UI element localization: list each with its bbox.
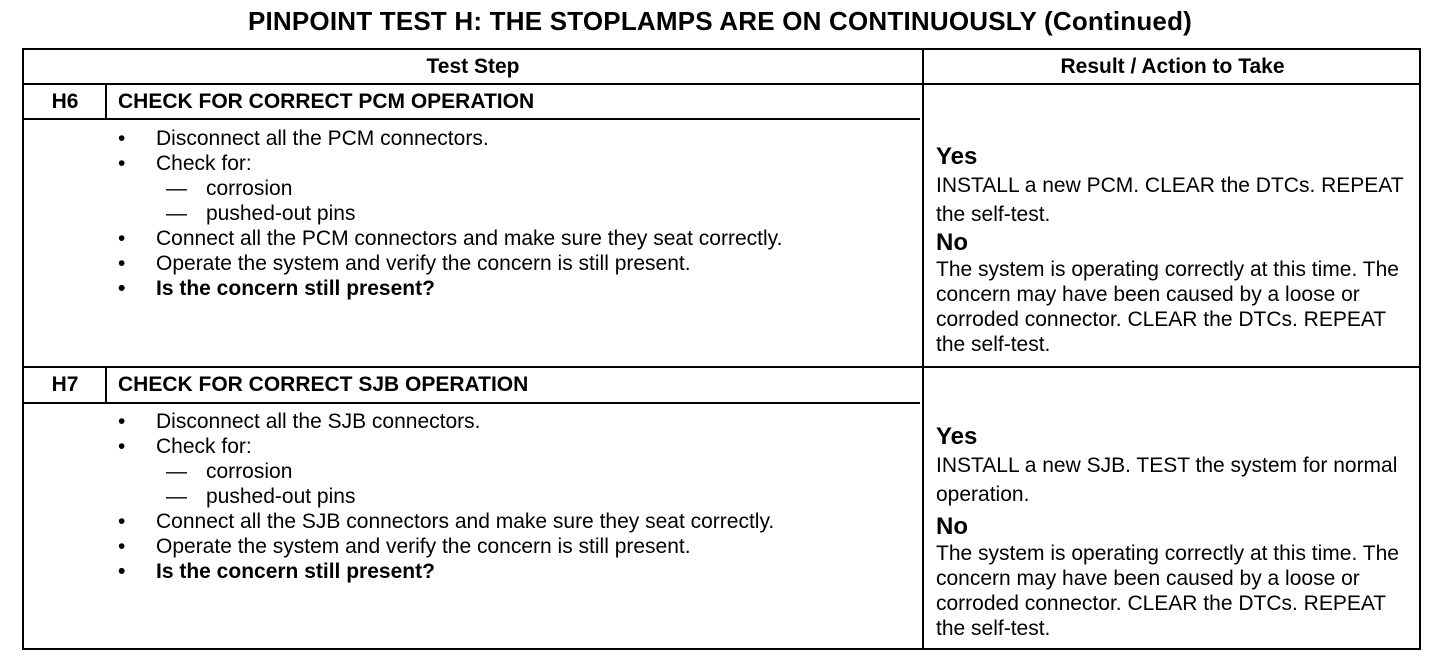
pinpoint-test-table bbox=[22, 48, 1421, 650]
list-item: • Connect all the PCM connectors and make sure they seat correctly. bbox=[118, 227, 783, 250]
no-action: The system is operating correctly at this time. The concern may have been caused by a loose or corroded connector. CLEAR the DTCs. REPEAT the self-test. bbox=[936, 258, 1399, 356]
list-item: • Disconnect all the SJB connectors. bbox=[118, 410, 481, 433]
no-action: The system is operating correctly at this time. The concern may have been caused by a loose or corroded connector. CLEAR the DTCs. REPEAT the self-test. bbox=[936, 542, 1399, 640]
list-item: • Operate the system and verify the concern is still present. bbox=[118, 252, 691, 275]
list-subitem: — pushed-out pins bbox=[166, 202, 356, 225]
result-h6 bbox=[936, 143, 1416, 357]
yes-action: INSTALL a new PCM. CLEAR the DTCs. REPEAT the self-test. bbox=[936, 174, 1404, 226]
list-item-question: • Is the concern still present? bbox=[118, 277, 435, 300]
header-divider bbox=[24, 83, 1419, 85]
row-divider bbox=[24, 366, 1419, 368]
yes-action: INSTALL a new SJB. TEST the system for normal operation. bbox=[936, 454, 1398, 506]
list-subitem: — corrosion bbox=[166, 177, 293, 200]
step-list-h7 bbox=[114, 409, 836, 584]
list-item: • Check for: bbox=[118, 152, 252, 175]
step-list-h6 bbox=[114, 126, 836, 301]
list-subitem: — corrosion bbox=[166, 460, 293, 483]
list-subitem: — pushed-out pins bbox=[166, 485, 356, 508]
step-id-h6: H6 bbox=[51, 90, 79, 113]
column-divider bbox=[922, 50, 924, 648]
step-title-h6: CHECK FOR CORRECT PCM OPERATION bbox=[118, 90, 535, 113]
header-result: Result / Action to Take bbox=[1060, 55, 1285, 78]
list-item: • Connect all the SJB connectors and make sure they seat correctly. bbox=[118, 510, 775, 533]
list-item: • Check for: bbox=[118, 435, 252, 458]
yes-label: Yes bbox=[936, 143, 978, 170]
result-h7 bbox=[936, 423, 1416, 641]
step-id-h7: H7 bbox=[51, 373, 79, 396]
no-label: No bbox=[936, 513, 968, 540]
h7-title-divider bbox=[24, 402, 920, 404]
list-item: • Disconnect all the PCM connectors. bbox=[118, 127, 489, 150]
header-test-step: Test Step bbox=[426, 55, 520, 78]
h6-title-divider bbox=[24, 118, 920, 120]
no-label: No bbox=[936, 229, 968, 256]
list-item-question: • Is the concern still present? bbox=[118, 560, 435, 583]
step-title-h7: CHECK FOR CORRECT SJB OPERATION bbox=[118, 373, 529, 396]
yes-label: Yes bbox=[936, 423, 978, 450]
list-item: • Operate the system and verify the concern is still present. bbox=[118, 535, 691, 558]
page-title: PINPOINT TEST H: THE STOPLAMPS ARE ON CONTINUOUSLY (Continued) bbox=[247, 6, 1193, 36]
